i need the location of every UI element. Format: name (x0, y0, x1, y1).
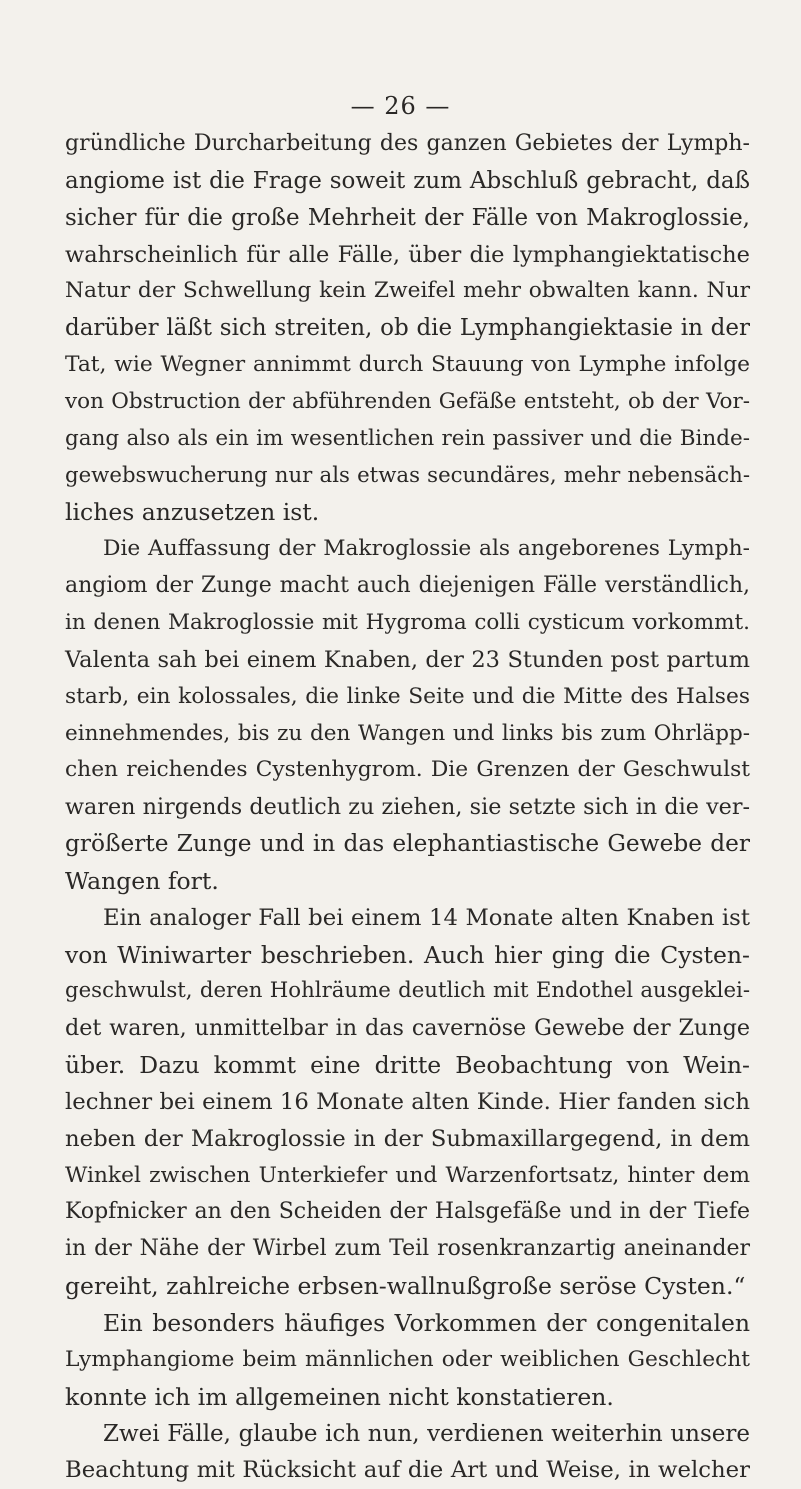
text-line: Die Auffassung der Makroglossie als angeborenes Lymph- (103, 536, 750, 562)
text-line: angiom der Zunge macht auch diejenigen Fälle verständlich, (65, 573, 750, 599)
text-line: von Obstruction der abführenden Gefäße entsteht, ob der Vor- (65, 388, 750, 414)
text-line: starb, ein kolossales, die linke Seite und die Mitte des Halses (65, 683, 750, 709)
text-line: neben der Makroglossie in der Submaxillargegend, in dem (65, 1125, 750, 1152)
text-line: Tat, wie Wegner annimmt durch Stauung von Lymphe infolge (65, 352, 750, 378)
text-line: Valenta sah bei einem Knaben, der 23 Stunden post partum (65, 646, 750, 673)
text-line: gereiht, zahlreiche erbsen-wallnußgroße seröse Cysten.“ (65, 1272, 746, 1301)
text-line: Winkel zwischen Unterkiefer und Warzenfortsatz, hinter dem (65, 1162, 750, 1188)
text-line: in denen Makroglossie mit Hygroma colli cysticum vorkommt. (65, 609, 750, 635)
text-line: sicher für die große Mehrheit der Fälle von Makroglossie, (65, 204, 750, 231)
text-line: gründliche Durcharbeitung des ganzen Gebietes der Lymph- (65, 131, 750, 156)
text-line: geschwulst, deren Hohlräume deutlich mit Endothel ausgeklei- (65, 978, 750, 1004)
text-line: Natur der Schwellung kein Zweifel mehr obwalten kann. Nur (65, 278, 750, 304)
text-line: darüber läßt sich streiten, ob die Lymphangiektasie in der (65, 315, 750, 342)
text-line: waren nirgends deutlich zu ziehen, sie setzte sich in die ver- (65, 794, 750, 821)
page-number: — 26 — (350, 92, 451, 120)
text-line: Lymphangiome beim männlichen oder weiblichen Geschlecht (65, 1346, 750, 1372)
text-line: liches anzusetzen ist. (65, 498, 320, 527)
text-line: gang also als ein im wesentlichen rein passiver und die Binde- (65, 425, 750, 451)
text-line: Beachtung mit Rücksicht auf die Art und Weise, in welcher (65, 1457, 750, 1484)
text-line: größerte Zunge und in das elephantiastische Gewebe der (65, 830, 750, 858)
body-text (65, 126, 750, 1489)
text-line: gewebswucherung nur als etwas secundäres, mehr nebensäch- (65, 462, 750, 488)
text-line: Kopfnicker an den Scheiden der Halsgefäße und in der Tiefe (65, 1199, 750, 1225)
text-line: einnehmendes, bis zu den Wangen und links bis zum Ohrläpp- (65, 720, 750, 746)
text-line: über. Dazu kommt eine dritte Beobachtung von Wein- (65, 1051, 750, 1080)
text-line: Ein besonders häufiges Vorkommen der congenitalen (103, 1309, 750, 1337)
text-line: von Winiwarter beschrieben. Auch hier ging die Cysten- (65, 940, 750, 969)
text-line: Ein analoger Fall bei einem 14 Monate alten Knaben ist (103, 904, 750, 931)
text-line: chen reichendes Cystenhygrom. Die Grenzen der Geschwulst (65, 757, 750, 783)
text-line: Zwei Fälle, glaube ich nun, verdienen weiterhin unsere (103, 1420, 750, 1447)
text-line: wahrscheinlich für alle Fälle, über die lymphangiektatische (65, 241, 750, 268)
text-line: Wangen fort. (65, 866, 219, 895)
text-line: det waren, unmittelbar in das cavernöse Gewebe der Zunge (65, 1015, 750, 1042)
text-line: lechner bei einem 16 Monate alten Kinde. Hier fanden sich (65, 1088, 750, 1115)
text-line: konnte ich im allgemeinen nicht konstatieren. (65, 1382, 614, 1411)
text-line: angiome ist die Frage soweit zum Abschluß gebracht, daß (65, 167, 750, 194)
text-line: in der Nähe der Wirbel zum Teil rosenkranzartig aneinander (65, 1236, 750, 1262)
